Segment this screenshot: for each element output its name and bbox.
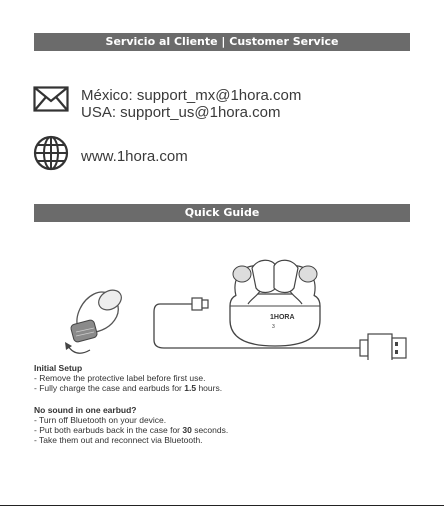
- case-logo: 1HORA: [270, 314, 295, 321]
- contact-usa[interactable]: USA: support_us@1hora.com: [81, 104, 281, 121]
- nosound-line-2: - Put both earbuds back in the case for 30 seconds.: [34, 425, 229, 435]
- nosound-line-3: - Take them out and reconnect via Bluetooth.: [34, 435, 203, 445]
- setup-line-2: - Fully charge the case and earbuds for 1.5 hours.: [34, 383, 223, 393]
- case-number: 3: [272, 324, 275, 330]
- initial-setup-title: Initial Setup: [34, 363, 83, 373]
- bottom-rule: [0, 505, 444, 506]
- no-sound-section: [34, 405, 228, 445]
- product-illustration: [30, 236, 420, 360]
- earbud-label-drawing: [65, 286, 125, 353]
- contact-mexico[interactable]: México: support_mx@1hora.com: [81, 87, 302, 104]
- no-sound-title: No sound in one earbud?: [34, 405, 137, 415]
- globe-icon: [33, 135, 69, 171]
- mail-icon: [33, 86, 69, 112]
- setup-line-1: - Remove the protective label before first use.: [34, 373, 206, 383]
- nosound-line-1: - Turn off Bluetooth on your device.: [34, 415, 167, 425]
- initial-setup-section: [34, 363, 222, 393]
- customer-service-header: Servicio al Cliente | Customer Service: [34, 33, 410, 51]
- quick-guide-header: Quick Guide: [34, 204, 410, 222]
- website-link[interactable]: www.1hora.com: [81, 148, 188, 165]
